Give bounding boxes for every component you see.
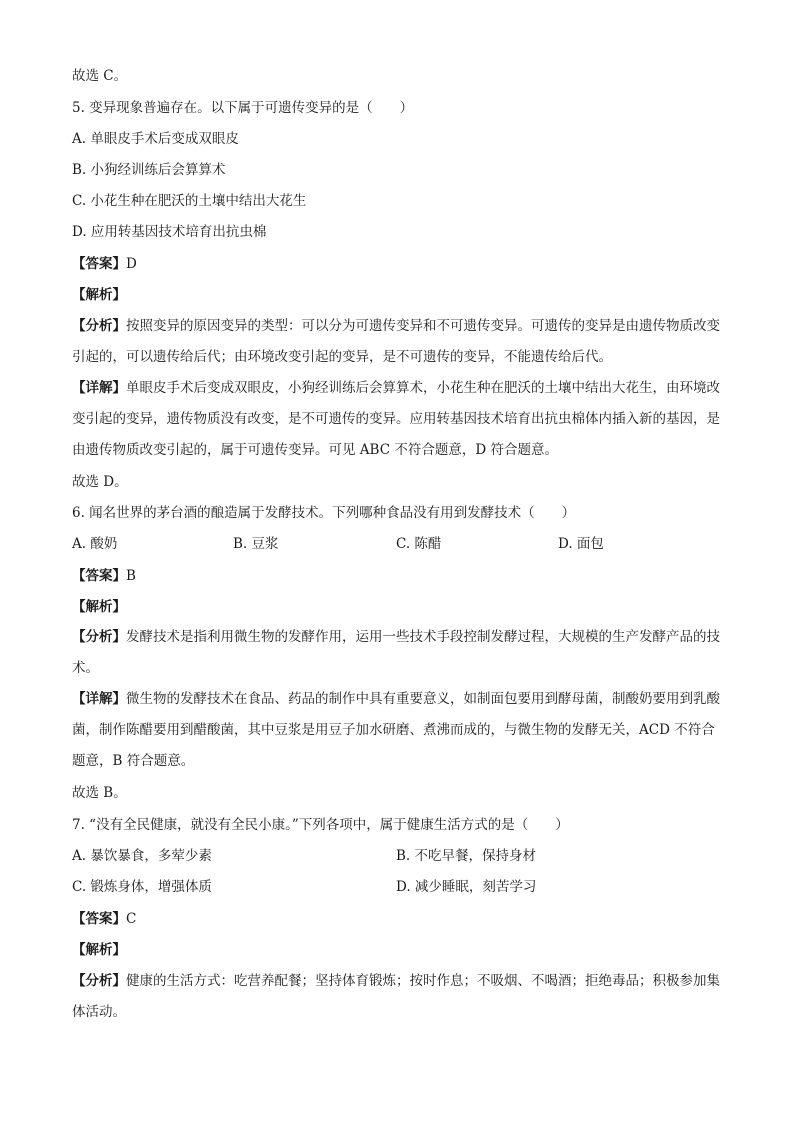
q5-option-c: C. 小花生种在肥沃的土壤中结出大花生	[72, 193, 307, 209]
q5-fenxi: 【分析】按照变异的原因变异的类型：可以分为可遗传变异和不可遗传变异。可遗传的变异是由遗传物质改变引起的，可以遗传给后代；由环境改变引起的变异，是不可遗传的变异，不能遗传给后代。	[72, 318, 720, 365]
q7-option-d: D. 减少睡眠，刻苦学习	[396, 879, 537, 895]
q6-fenxi: 【分析】发酵技术是指利用微生物的发酵作用，运用一些技术手段控制发酵过程，大规模的生产发酵产品的技术。	[72, 629, 720, 676]
q6-xiangjie: 【详解】微生物的发酵技术在食品、药品的制作中具有重要意义，如制面包要用到酵母菌，制酸奶要用到乳酸菌，制作陈醋要用到醋酸菌，其中豆浆是用豆子加水研磨、煮沸而成的，与微生物的发酵无关，ACD 不符合题意，B 符合题意。	[72, 691, 720, 769]
answer-tag: 【答案】	[72, 256, 126, 272]
q7-analysis-tag: 【解析】	[72, 942, 126, 958]
q5-option-a: A. 单眼皮手术后变成双眼皮	[72, 131, 239, 147]
q7-stem: 7. “没有全民健康，就没有全民小康。”下列各项中，属于健康生活方式的是（ ）	[72, 817, 569, 833]
q6-stem: 6. 闻名世界的茅台酒的酿造属于发酵技术。下列哪种食品没有用到发酵技术（ ）	[72, 505, 576, 521]
q6-option-c: C. 陈醋	[396, 536, 442, 552]
q7-answer: 【答案】C	[72, 911, 137, 927]
q5-option-b: B. 小狗经训练后会算算术	[72, 162, 226, 178]
q6-option-d: D. 面包	[558, 536, 604, 552]
q6-answer: 【答案】B	[72, 568, 136, 584]
q7-option-c: C. 锻炼身体，增强体质	[72, 879, 212, 895]
q5-answer	[72, 254, 137, 274]
q5-analysis-tag: 【解析】	[72, 287, 126, 303]
q5-xiangjie: 【详解】单眼皮手术后变成双眼皮，小狗经训练后会算算术，小花生种在肥沃的土壤中结出大花生，由环境改变引起的变异，遗传物质没有改变，是不可遗传的变异。应用转基因技术培育出抗虫棉体内插入新的基因，是由遗传物质改变引起的，属于可遗传变异。可见 ABC 不符合题意，D 符合题意。	[72, 380, 720, 458]
q5-stem: 5. 变异现象普遍存在。以下属于可遗传变异的是（ ）	[72, 100, 414, 116]
q6-analysis-tag: 【解析】	[72, 599, 126, 615]
q7-option-a: A. 暴饮暴食，多荤少素	[72, 848, 212, 864]
q5-conclusion: 故选 D。	[72, 474, 128, 490]
q5-option-d: D. 应用转基因技术培育出抗虫棉	[72, 224, 267, 240]
q7-fenxi: 【分析】健康的生活方式：吃营养配餐；坚持体育锻炼；按时作息；不吸烟、不喝酒；拒绝毒品；积极参加集体活动。	[72, 973, 720, 1020]
answer-value: D	[126, 256, 137, 272]
q6-option-a: A. 酸奶	[72, 536, 118, 552]
q7-option-b: B. 不吃早餐，保持身材	[396, 848, 537, 864]
q6-option-b: B. 豆浆	[233, 536, 279, 552]
q4-conclusion: 故选 C。	[72, 68, 128, 84]
q6-conclusion: 故选 B。	[72, 785, 127, 801]
